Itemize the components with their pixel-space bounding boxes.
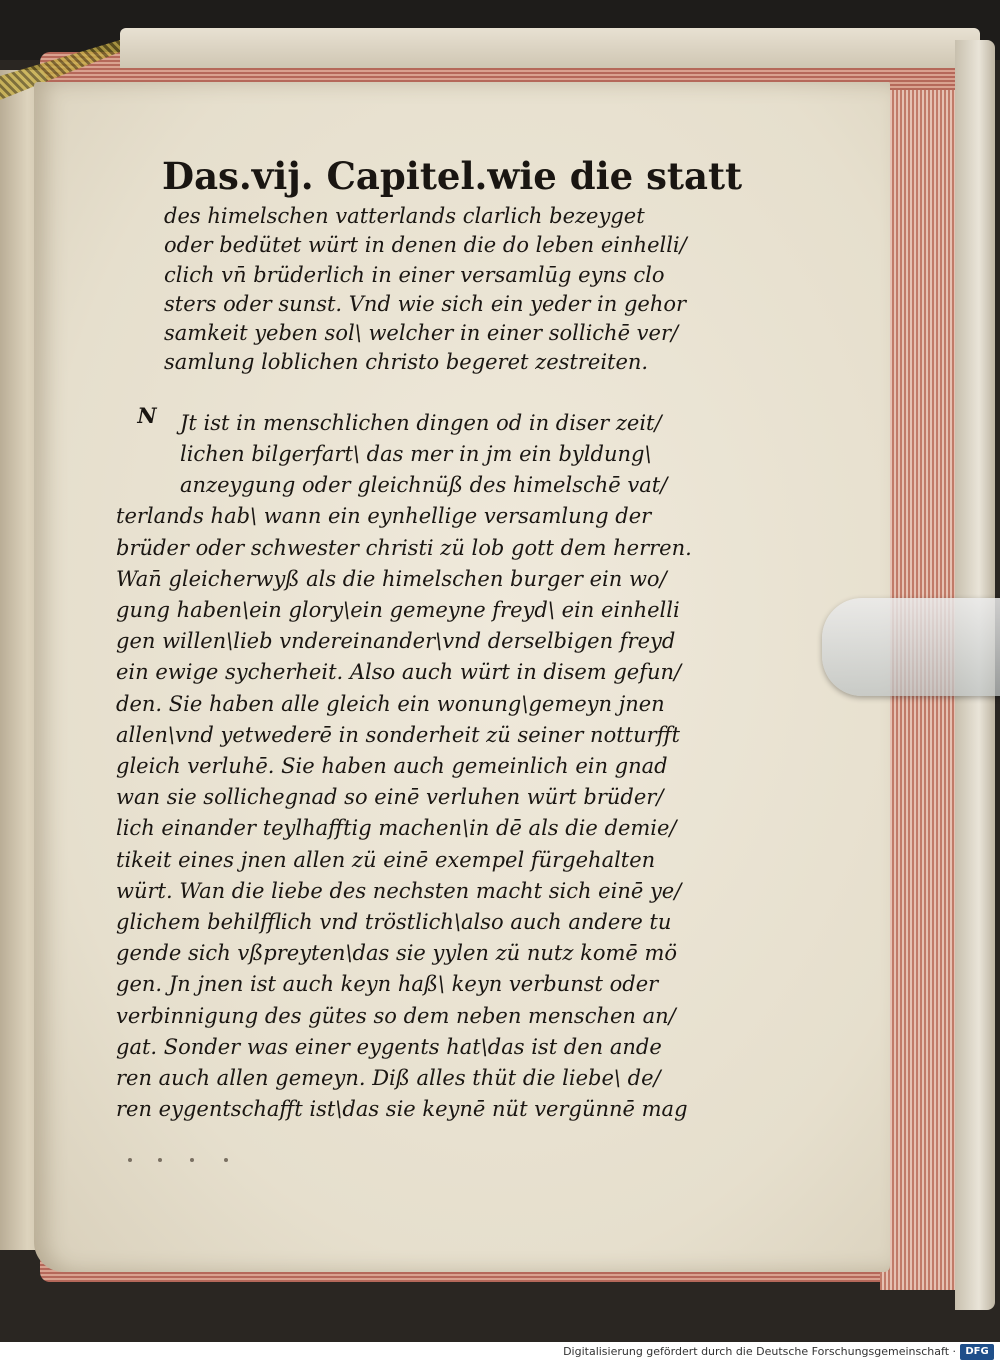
body-line: gen. Jn jnen ist auch keyn haß\ keyn verbunst oder <box>116 972 659 997</box>
body-line: brüder oder schwester christi zü lob gott dem herren. <box>116 535 692 560</box>
heading-line: sters oder sunst. Vnd wie sich ein yeder in gehor <box>164 291 687 316</box>
body-line: Wan̄ gleicherwyß als die himelschen burger ein wo/ <box>116 566 667 591</box>
ink-dot <box>158 1158 162 1162</box>
body-line: ren auch allen gemeyn. Diß alles thüt die liebe\ de/ <box>116 1066 661 1091</box>
heading-line: oder bedütet würt in denen die do leben einhelli/ <box>164 233 687 258</box>
heading-line: samkeit yeben sol\ welcher in einer sollichē ver/ <box>164 321 679 346</box>
body-text <box>116 402 742 1126</box>
chapter-heading <box>164 202 742 378</box>
body-line: lichen bilgerfart\ das mer in jm ein byldung\ <box>180 441 652 466</box>
book-cover-top <box>120 28 980 68</box>
heading-line: des himelschen vatterlands clarlich bezeyget <box>164 204 645 228</box>
page-clamp <box>822 598 1000 696</box>
ink-dot <box>190 1158 194 1162</box>
heading-line: clich vn̄ brüderlich in einer versamlūg eyns clo <box>164 262 665 287</box>
text-block <box>116 150 742 1125</box>
body-line: gende sich vßpreyten\das sie yylen zü nutz komē mö <box>116 941 678 966</box>
body-line: glichem behilfflich vnd tröstlich\also auch andere tu <box>116 910 672 935</box>
body-line: verbinnigung des gütes so dem neben menschen an/ <box>116 1003 676 1028</box>
body-line: allen\vnd yetwederē in sonderheit zü seiner notturfft <box>116 722 680 747</box>
initial-letter: N <box>137 402 157 428</box>
body-line: tikeit eines jnen allen zü einē exempel fürgehalten <box>116 847 656 872</box>
body-line: würt. Wan die liebe des nechsten macht sich einē ye/ <box>116 878 682 903</box>
body-line: ein ewige sycherheit. Also auch würt in disem gefun/ <box>116 660 682 685</box>
body-line: wan sie sollichegnad so einē verluhen würt brüder/ <box>116 785 664 810</box>
body-line: gen willen\lieb vndereinander\vnd derselbigen freyd <box>116 629 676 654</box>
ink-dot <box>128 1158 132 1162</box>
dfg-logo-icon: DFG <box>960 1344 994 1360</box>
funding-credit: Digitalisierung gefördert durch die Deutsche Forschungsgemeinschaft · <box>563 1345 956 1358</box>
body-line: Jt ist in menschlichen dingen od in diser zeit/ <box>180 410 662 435</box>
body-line: gat. Sonder was einer eygents hat\das ist den ande <box>116 1034 662 1059</box>
ink-marks <box>128 1152 328 1170</box>
chapter-title: Das.vij. Capitel.wie die statt <box>162 154 743 198</box>
body-line: ren eygentschafft ist\das sie keynē nüt vergünnē mag <box>116 1097 688 1122</box>
body-line: lich einander teylhafftig machen\in dē als die demie/ <box>116 816 677 841</box>
body-line: gleich verluhē. Sie haben auch gemeinlich ein gnad <box>116 754 668 779</box>
heading-line: samlung loblichen christo begeret zestreiten. <box>164 350 649 375</box>
body-line: anzeygung oder gleichnüß des himelschē vat/ <box>180 473 668 498</box>
ink-dot <box>224 1158 228 1162</box>
body-line: den. Sie haben alle gleich ein wonung\gemeyn jnen <box>116 691 665 716</box>
footer-bar <box>0 1342 1000 1363</box>
body-line: gung haben\ein glory\ein gemeyne freyd\ ein einhelli <box>116 598 680 622</box>
body-line: terlands hab\ wann ein eynhellige versamlung der <box>116 504 652 529</box>
